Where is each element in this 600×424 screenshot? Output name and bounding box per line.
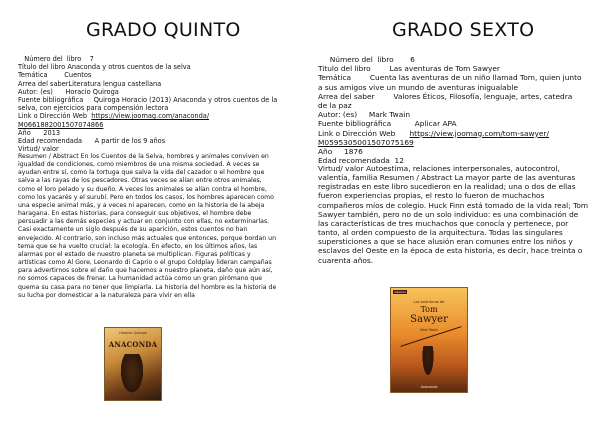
cover-author: Mark Twain xyxy=(420,328,438,332)
page-title: GRADO SEXTO xyxy=(392,19,535,41)
cover-title: ANACONDA xyxy=(108,340,158,349)
metadata-row xyxy=(318,119,582,128)
cover-figure xyxy=(421,346,435,380)
metadata-label: Fuente bibliográfica xyxy=(318,119,392,129)
metadata-value: a sus amigos vive un mundo de aventuras inigualable xyxy=(318,82,518,92)
metadata-row xyxy=(318,83,582,92)
metadata-value: 1876 xyxy=(332,147,363,157)
metadata-value: de la paz xyxy=(318,101,352,111)
web-link[interactable]: https://view.joomag.com/anaconda/ xyxy=(91,112,210,121)
metadata-row xyxy=(18,80,277,88)
metadata-value: 7 xyxy=(81,55,94,63)
cover-title-line1: Tom xyxy=(420,305,438,314)
web-link[interactable]: M0661882001507074866 xyxy=(18,120,104,129)
metadata-value: Las aventuras de Tom Sawyer xyxy=(370,64,500,74)
cover-title-line2: Sawyer xyxy=(410,314,448,325)
metadata-label: Arrea del saber xyxy=(18,79,69,88)
metadata-row xyxy=(18,55,277,63)
metadata-value: 2013 xyxy=(30,128,61,137)
metadata-label: Año xyxy=(18,128,31,137)
metadata-value: Literatura lengua castellana xyxy=(68,79,162,88)
metadata-label: Link o Dirección Web xyxy=(18,112,88,121)
cover-figure xyxy=(119,354,145,396)
metadata-value xyxy=(395,129,409,138)
book-metadata xyxy=(318,55,582,165)
metadata-row xyxy=(18,63,277,71)
metadata-label: Número del libro xyxy=(318,55,394,64)
metadata-value: Cuentos xyxy=(47,71,92,80)
metadata-row xyxy=(318,138,582,147)
web-link[interactable]: M0595305001507075169 xyxy=(318,137,414,147)
metadata-row xyxy=(318,73,582,82)
metadata-label: Número del libro xyxy=(18,55,82,63)
metadata-value: Valores Éticos, Filosofía, lenguaje, artes, catedra xyxy=(374,91,573,101)
metadata-row xyxy=(18,71,277,79)
metadata-value: Aplicar APA xyxy=(391,119,457,129)
metadata-row xyxy=(18,96,277,104)
metadata-label: Edad recomendada xyxy=(18,137,83,146)
metadata-label: Titulo del libro xyxy=(318,64,371,74)
metadata-row xyxy=(18,88,277,96)
metadata-value: Anaconda y otros cuentos de la selva xyxy=(65,63,191,72)
metadata-label: Año xyxy=(318,147,333,157)
metadata-row xyxy=(318,92,582,101)
metadata-value: Mark Twain xyxy=(357,110,410,120)
metadata-label: Autor: (es) xyxy=(18,87,53,96)
cover-series-tag: clásicos xyxy=(394,290,406,294)
summary-text: Resumen / Abstract En los Cuentos de la Selva, hombres y animales conviven en igualdad de condiciones, como miembros de una misma sociedad. A veces se ayudan entre sí, como la tortuga que salva la vida del cazador o el hombre que salva a las rayas de los pescadores. Otras veces se alían entre otros animales, como el loro pelado y su dueño. A veces los animales se alían contra el hombre, como los yacarés y el surubí. Pero en todos los casos, los hombres aparecen como una especie animal más, y a veces ni aparecen, como en la historia de la abeja haragana. En estas historias, para conseguir sus objetivos, el hombre debe persuadir a las demás especies y actuar en conjunto con ellas, no exterminarlas. Casi exactamente un siglo después de su aparición, estos cuentos no han envejecido. Al contrario, son incluso más actuales que entonces, porque bordan un tema que se ha vuelto crucial: la ecología. En efecto, en los últimos años, las alarmas por el estado de nuestro planeta se multiplican. Figuras políticas y artísticas como Al Gore, Leonardo di Caprio o el grupo Coldplay lideran campañas para advertirnos sobre el daño que hacemos a nuestro planeta, daño que aún así, no somos capaces de frenar. La humanidad actúa como un gran pirómano que quema su casa para no tener que limpiarla. La historia del hombre es la historia de su lucha por domesticar a la naturaleza para vivir en ella xyxy=(18,153,277,299)
web-link[interactable]: https://view.joomag.com/tom-sawyer/ xyxy=(409,128,549,138)
metadata-row xyxy=(318,147,582,156)
metadata-row xyxy=(318,55,582,64)
metadata-row xyxy=(18,121,277,129)
book-cover-image xyxy=(390,287,468,393)
metadata-label: Autor: (es) xyxy=(318,110,358,120)
metadata-row xyxy=(318,64,582,73)
metadata-row xyxy=(18,137,277,145)
metadata-row xyxy=(18,104,277,112)
cover-publisher: Anaconda xyxy=(420,385,438,389)
metadata-row xyxy=(318,101,582,110)
metadata-value: selva, con ejercicios para compensión lectora xyxy=(18,104,169,113)
book-metadata xyxy=(18,55,277,153)
metadata-label: Fuente bibliográfica xyxy=(18,96,84,105)
metadata-row xyxy=(18,129,277,137)
metadata-row xyxy=(18,112,277,120)
metadata-row xyxy=(318,110,582,119)
metadata-label: Virtud/ valor xyxy=(18,145,59,154)
metadata-value: 6 xyxy=(393,55,415,64)
metadata-value: A partir de los 9 años xyxy=(82,137,166,146)
metadata-label: Link o Dirección Web xyxy=(318,128,396,138)
metadata-label: Edad recomendada xyxy=(318,156,390,166)
book-cover-image xyxy=(104,327,162,401)
metadata-value: Quiroga Horacio (2013) Anaconda y otros cuentos de la xyxy=(83,96,278,105)
metadata-value: Cuenta las aventuras de un niño llamad Tom, quien junto xyxy=(351,73,582,83)
metadata-value: Horacio Quiroga xyxy=(52,87,119,96)
metadata-label: Temática xyxy=(318,73,352,83)
metadata-value: 12 xyxy=(389,156,404,166)
metadata-row xyxy=(318,129,582,138)
metadata-label: Arrea del saber xyxy=(318,91,375,101)
metadata-label: Título del libro xyxy=(18,63,66,72)
summary-text: Virtud/ valor Autoestima, relaciones interpersonales, autocontrol, valentía, familia Resumen / Abstract La mayor parte de las aventuras registradas en este libro sucedieron en la realidad; una o dos de ellas fueron experiencias propias, el resto lo fueron de muchachos compañeros míos de colegio. Huck Finn está tomado de la vida real; Tom Sawyer también, pero no de un solo individuo: es una combinación de las características de tres muchachos que conocía y pertenece, por tanto, al orden compuesto de la arquitectura. Todas las singulares supersticiones a que se hace alusión eran comunes entre los niños y esclavos del Oeste en la época de esta historia, es decir, hace treinta o cuarenta años. xyxy=(318,164,589,265)
cover-pretitle: Las aventuras de xyxy=(413,300,445,304)
cover-author: Horacio Quiroga xyxy=(119,331,147,335)
page-title: GRADO QUINTO xyxy=(86,19,241,41)
metadata-label: Temática xyxy=(18,71,48,80)
